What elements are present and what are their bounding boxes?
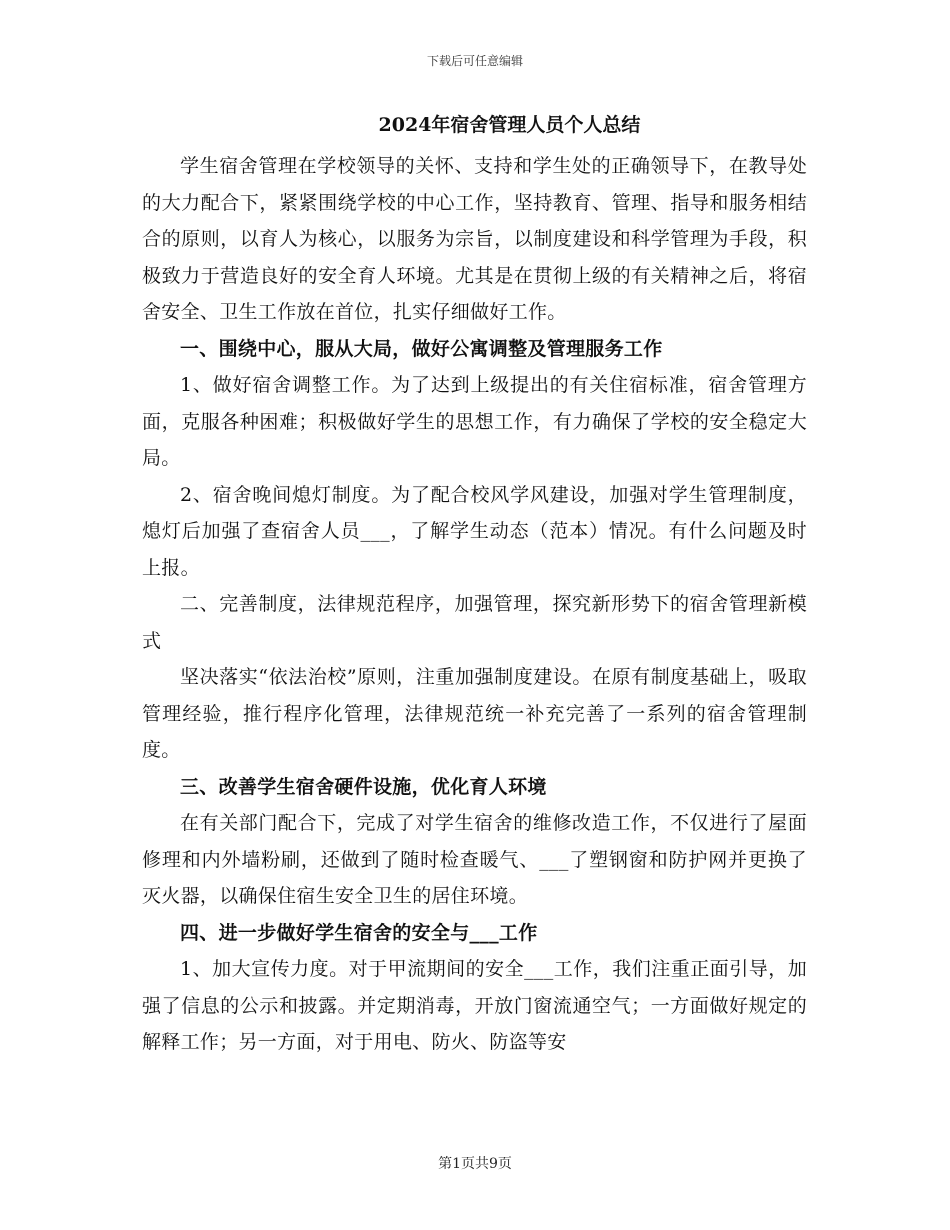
section-heading-4: 四、进一步做好学生宿舍的安全与___工作 [180,921,538,944]
section-heading-1: 一、围绕中心，服从大局，做好公寓调整及管理服务工作 [180,337,663,360]
document-title: 2024年宿舍管理人员个人总结 [378,114,641,136]
section-heading-2: 二、完善制度，法律规范程序，加强管理，探究新形势下的宿舍管理新模式 [142,593,807,652]
intro-paragraph: 学生宿舍管理在学校领导的关怀、支持和学生处的正确领导下，在教导处的大力配合下，紧紧围绕学校的中心工作，坚持教育、管理、指导和服务相结合的原则，以育人为核心，以服务为宗旨，以制度建设和科学管理为手段，积极致力于营造良好的安全育人环境。尤其是在贯彻上级的有关精神之后，将宿舍安全、卫生工作放在首位，扎实仔细做好工作。 [142,155,807,323]
section-1-item-2: 2、宿舍晚间熄灯制度。为了配合校风学风建设，加强对学生管理制度，熄灯后加强了查宿舍人员___，了解学生动态（范本）情况。有什么问题及时上报。 [142,483,807,579]
document-body [142,108,807,1061]
section-4-item-1: 1、加大宣传力度。对于甲流期间的安全___工作，我们注重正面引导，加强了信息的公示和披露。并定期消毒，开放门窗流通空气；一方面做好规定的解释工作；另一方面，对于用电、防火、防盗等安 [142,958,807,1053]
section-heading-3: 三、改善学生宿舍硬件设施，优化育人环境 [180,775,547,798]
section-3-paragraph: 在有关部门配合下，完成了对学生宿舍的维修改造工作，不仅进行了屋面修理和内外墙粉刷，还做到了随时检查暖气、___了塑钢窗和防护网并更换了灭火器，以确保住宿生安全卫生的居住环境。 [142,812,807,907]
page-number-footer: 第1页共9页 [438,1156,512,1172]
section-1-item-1: 1、做好宿舍调整工作。为了达到上级提出的有关住宿标准，宿舍管理方面，克服各种困难；积极做好学生的思想工作，有力确保了学校的安全稳定大局。 [142,374,807,469]
section-2-paragraph: 坚决落实“依法治校”原则，注重加强制度建设。在原有制度基础上，吸取管理经验，推行程序化管理，法律规范统一补充完善了一系列的宿舍管理制度。 [142,666,807,761]
page-header-note: 下载后可任意编辑 [426,54,523,68]
